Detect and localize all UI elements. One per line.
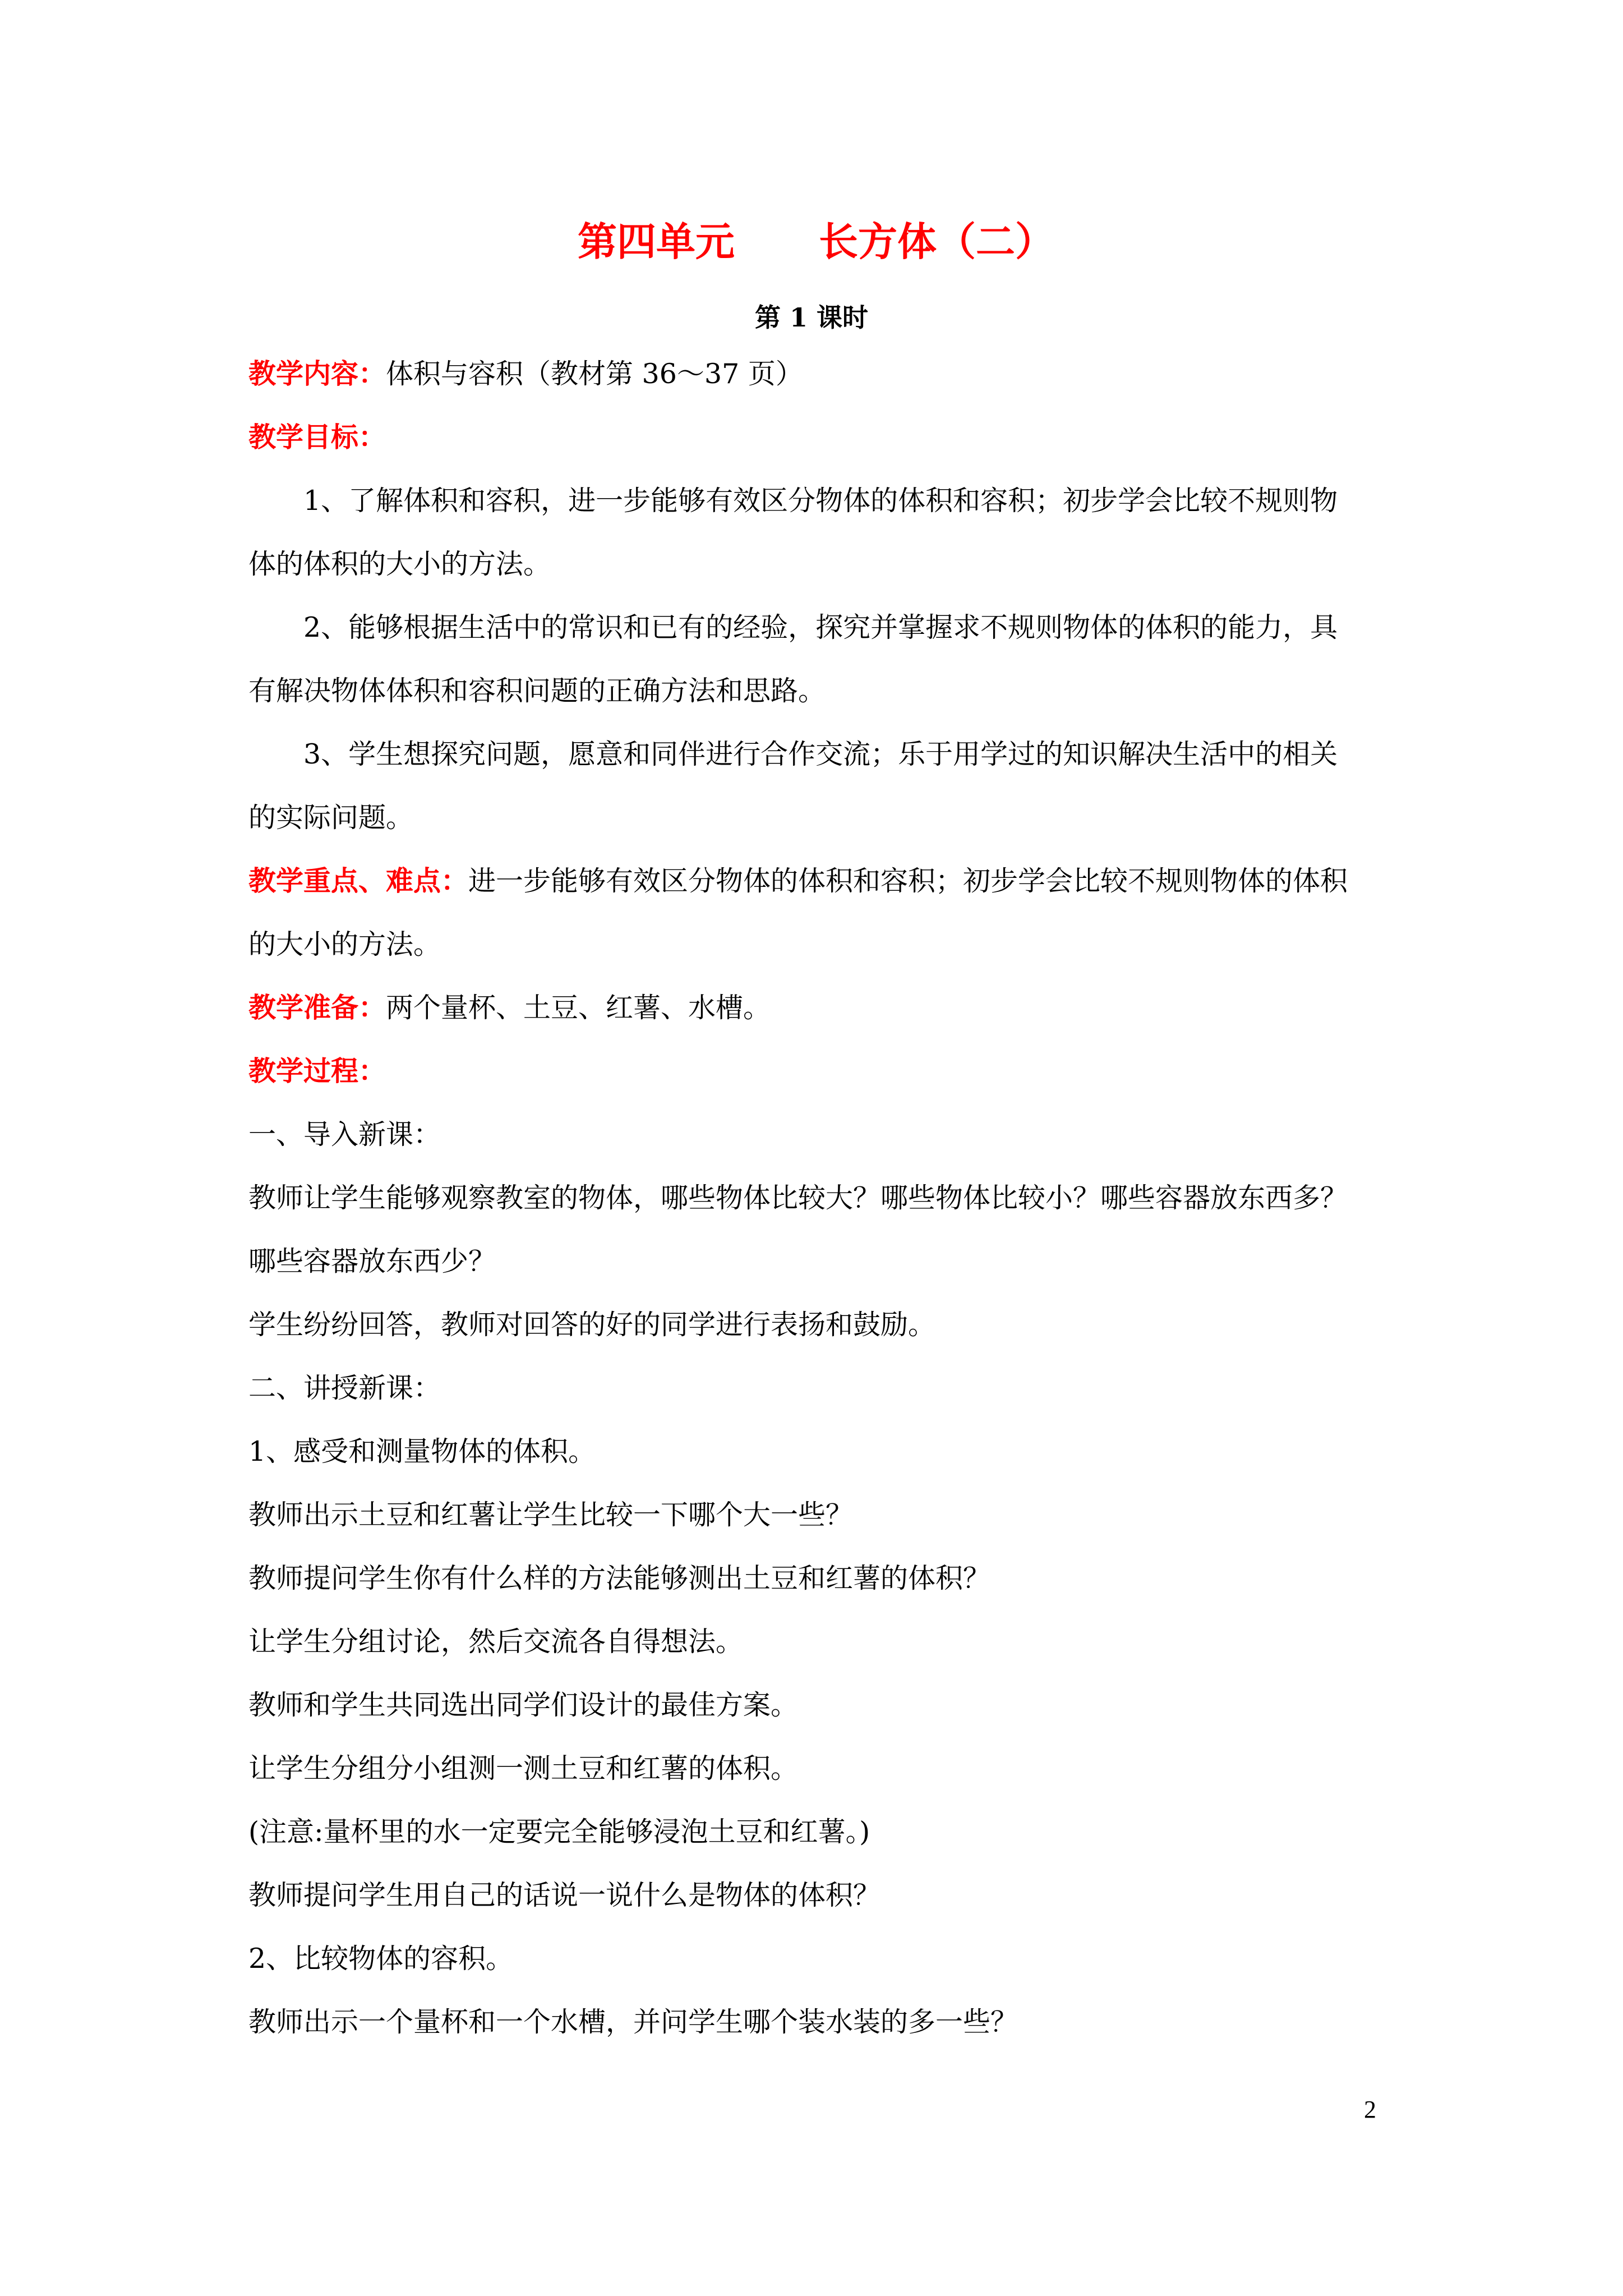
goal-1-line-2: 体的体积的大小的方法。 — [248, 548, 551, 580]
key-points-line-1 — [248, 849, 1393, 913]
section-2-heading: 二、讲授新课： — [248, 1372, 441, 1404]
document-body — [248, 342, 1393, 2054]
teaching-content-line — [248, 342, 1393, 406]
page-number: 2 — [1364, 2096, 1376, 2123]
key-points-text: 进一步能够有效区分物体的体积和容积；初步学会比较不规则物体的体积 — [468, 865, 1348, 897]
teaching-content-text: 体积与容积（教材第 36～37 页） — [386, 358, 803, 390]
preparation-label: 教学准备： — [248, 991, 386, 1024]
goals-label: 教学目标： — [248, 421, 386, 453]
paragraph-line: 教师让学生能够观察教室的物体，哪些物体比较大？哪些物体比较小？哪些容器放东西多？ — [248, 1182, 1348, 1214]
paragraph-line: 教师和学生共同选出同学们设计的最佳方案。 — [248, 1689, 799, 1721]
paragraph-line: 教师出示一个量杯和一个水槽，并问学生哪个装水装的多一些？ — [248, 2006, 1018, 2038]
paragraph-line: 教师提问学生用自己的话说一说什么是物体的体积？ — [248, 1879, 881, 1911]
paragraph-line: 学生纷纷回答，教师对回答的好的同学进行表扬和鼓励。 — [248, 1309, 936, 1341]
key-points-label: 教学重点、难点： — [248, 864, 469, 897]
teaching-content-label: 教学内容： — [248, 357, 386, 390]
note-line: (注意:量杯里的水一定要完全能够浸泡土豆和红薯。) — [248, 1816, 870, 1848]
goal-2-line-2: 有解决物体体积和容积问题的正确方法和思路。 — [248, 675, 826, 707]
subsection-2-heading: 2、比较物体的容积。 — [248, 1943, 514, 1975]
unit-title — [578, 210, 1054, 267]
paragraph-line: 教师出示土豆和红薯让学生比较一下哪个大一些？ — [248, 1499, 854, 1531]
goal-3-line-2: 的实际问题。 — [248, 802, 414, 834]
section-1-heading: 一、导入新课： — [248, 1119, 441, 1151]
key-points-line-2: 的大小的方法。 — [248, 928, 441, 960]
goal-3-line-1: 3、学生想探究问题，愿意和同伴进行合作交流；乐于用学过的知识解决生活中的相关 — [303, 738, 1338, 770]
subsection-1-heading: 1、感受和测量物体的体积。 — [248, 1435, 596, 1467]
paragraph-line: 让学生分组分小组测一测土豆和红薯的体积。 — [248, 1752, 799, 1784]
preparation-line — [248, 976, 1393, 1039]
lesson-subtitle: 第 1 课时 — [754, 302, 869, 333]
preparation-text: 两个量杯、土豆、红薯、水槽。 — [386, 992, 771, 1024]
process-label: 教学过程： — [248, 1055, 386, 1087]
paragraph-line: 哪些容器放东西少？ — [248, 1245, 496, 1277]
unit-title-number: 第四单元 — [578, 218, 735, 265]
goal-2-line-1: 2、能够根据生活中的常识和已有的经验，探究并掌握求不规则物体的体积的能力，具 — [303, 611, 1338, 643]
unit-title-name: 长方体（二） — [819, 218, 1054, 265]
paragraph-line: 教师提问学生你有什么样的方法能够测出土豆和红薯的体积？ — [248, 1562, 991, 1594]
paragraph-line: 让学生分组讨论，然后交流各自得想法。 — [248, 1626, 744, 1658]
goal-1-line-1: 1、了解体积和容积，进一步能够有效区分物体的体积和容积；初步学会比较不规则物 — [303, 485, 1338, 517]
